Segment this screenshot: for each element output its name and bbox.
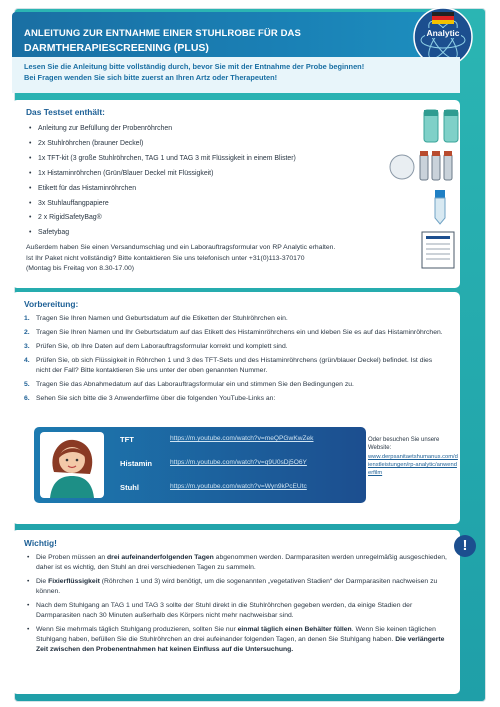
step-text: Tragen Sie Ihren Namen und Geburtsdatum auf die Etiketten der Stuhlröhrchen ein. (36, 315, 288, 322)
kit-note-line3: (Montag bis Freitag von 8.30-17.00) (26, 265, 135, 273)
kit-heading: Das Testset enthält: (26, 107, 105, 117)
prep-heading: Vorbereitung: (24, 299, 79, 309)
kit-item: • 1x Histaminröhrchen (Grün/Blauer Deckel mit Flüssigkeit) (26, 167, 446, 182)
kit-note-line2: Ist Ihr Paket nicht vollständig? Bitte kontaktieren Sie uns telefonisch unter +31(0)113-370170 (26, 254, 305, 262)
important-item: • Nach dem Stuhlgang an TAG 1 und TAG 3 sollte der Stuhl direkt in die Stuhlröhrchen gegeben werden, da einige Stadien der Darmparasiten nach 30 Minuten außerhalb des Körpers nicht mehr nachweisbar sind. (24, 601, 448, 621)
avatar (40, 432, 104, 498)
presenter-illustration (40, 432, 104, 498)
important-heading: Wichtig! (24, 538, 57, 548)
header-title-line1: ANLEITUNG ZUR ENTNAHME EINER STUHLROBE FÜR DAS (24, 28, 301, 39)
prep-step (24, 380, 448, 390)
header-title-line2: DARMTHERAPIESCREENING (PLUS) (24, 42, 209, 54)
kit-item: • 2x Stuhlröhrchen (brauner Deckel) (26, 137, 446, 152)
step-number: 4. (24, 356, 30, 364)
prep-steps (24, 314, 448, 404)
important-item: • Wenn Sie mehrmals täglich Stuhlgang produzieren, sollten Sie nur einmal täglich einen Behälter füllen. Wenn Sie keinen täglichen Stuhlgang haben, befüllen Sie die Stuhlröhrchen an drei aufeinander folgenden Tagen, an denen Sie Stuhlgang haben. Die verlängerte Zeit zwischen den Probenentnahmen hat keinen Einfluss auf die Untersuchung. (24, 625, 448, 655)
step-number: 5. (24, 380, 30, 388)
kit-item: • 2 x RigidSafetyBag® (26, 211, 446, 226)
video-link-histamin[interactable]: https://m.youtube.com/watch?v=q9U0sDj5O6Y (170, 459, 307, 466)
step-text: Tragen Sie das Abnahmedatum auf das Laborauftragsformular ein und stimmen Sie den Bedingungen zu. (36, 380, 354, 388)
kit-item: • Etikett für das Histaminröhrchen (26, 182, 446, 197)
important-item: • Die Proben müssen an drei aufeinanderfolgenden Tagen abgenommen werden. Darmparasiten werden unregelmäßig ausgeschieden, daher ist es wichtig, den Stuhl an drei verschiedenen Tagen zu sammeln. (24, 553, 448, 573)
video-label: Histamin (120, 459, 153, 468)
exclamation-icon: ! (454, 535, 476, 557)
intro-line-1: Lesen Sie die Anleitung bitte vollständig durch, bevor Sie mit der Entnahme der Probe beginnen! (24, 62, 365, 71)
lab-form-illustration (418, 230, 458, 270)
step-number: 1. (24, 315, 30, 322)
prep-step (24, 356, 448, 376)
important-item: • Die Fixierflüssigkeit (Röhrchen 1 und 3) wird benötigt, um die sogenannten „vegetativen Stadien“ der Darmparasiten nachweisen zu können. (24, 577, 448, 597)
video-label: Stuhl (120, 483, 139, 492)
prep-step (24, 394, 448, 404)
kit-item: • Anleitung zur Befüllung der Probenröhrchen (26, 122, 446, 137)
kit-item: • Safetybag (26, 226, 446, 241)
step-number: 2. (24, 328, 30, 336)
stool-tubes-illustration (420, 108, 466, 144)
kit-list (26, 122, 446, 241)
prep-step (24, 314, 448, 324)
video-label: TFT (120, 435, 134, 444)
logo-text: Analytic (426, 28, 460, 38)
prep-step (24, 342, 448, 352)
histamine-tube-illustration (420, 188, 460, 226)
step-text: Tragen Sie Ihren Namen und Ihr Geburtsdatum auf das Etikett des Histaminröhrchens ein und kleben Sie es auf das Histaminröhrchen. (36, 328, 443, 336)
step-text: Sehen Sie sich bitte die 3 Anwenderfilme über die folgenden YouTube-Links an: (36, 394, 276, 402)
tft-kit-illustration (386, 148, 466, 186)
website-note (368, 436, 458, 477)
video-links-panel (34, 427, 366, 503)
step-number: 6. (24, 394, 30, 402)
step-number: 3. (24, 342, 30, 350)
step-text: Prüfen Sie, ob sich Flüssigkeit in Röhrchen 1 und 3 des TFT-Sets und des Histaminröhrchens (grün/blauer Deckel) befindet. Ist dies nicht der Fall? Bitte kontaktieren Sie uns unter der oben genannten Nummer. (36, 356, 433, 374)
step-text: Prüfen Sie, ob Ihre Daten auf dem Laborauftragsformular korrekt und komplett sind. (36, 342, 288, 350)
kit-note-line1: Außerdem haben Sie einen Versandumschlag und ein Laborauftragsformular von RP Analytic erhalten. (26, 244, 336, 252)
kit-item: • 1x TFT-kit (3 große Stuhlröhrchen, TAG 1 und TAG 3 mit Flüssigkeit in einem Blister) (26, 152, 446, 167)
kit-note (26, 243, 446, 274)
important-list (24, 553, 448, 654)
intro-line-2: Bei Fragen wenden Sie sich bitte zuerst an Ihren Artz oder Therapeuten! (24, 72, 278, 82)
video-link-tft[interactable]: https://m.youtube.com/watch?v=meQPGwKwZek (170, 435, 314, 442)
intro-banner (12, 57, 460, 93)
kit-item: • 3x Stuhlauffangpapiere (26, 197, 446, 212)
prep-step (24, 328, 448, 338)
video-link-stuhl[interactable]: https://m.youtube.com/watch?v=Wyn9kPcEUtc (170, 483, 307, 490)
preparation-section (12, 292, 460, 524)
website-link[interactable]: www.derpsanitaetshumanus.com/dienstleistungen/rp-analytic/anwenderfilm (368, 454, 458, 476)
website-intro: Oder besuchen Sie unsere Website: (368, 437, 440, 451)
kit-contents-section (12, 100, 460, 288)
important-section (12, 530, 460, 694)
